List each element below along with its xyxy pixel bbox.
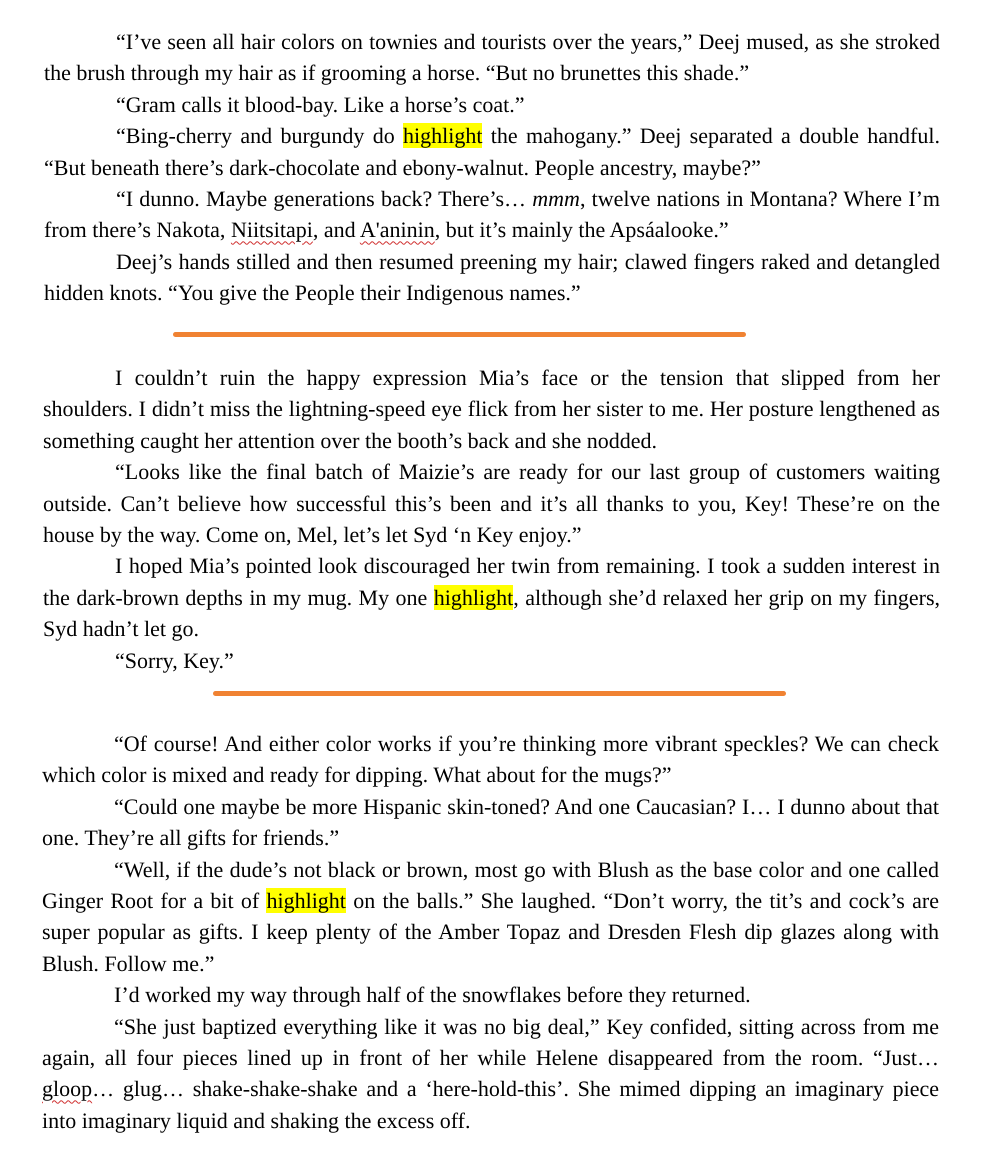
paragraph: [42, 979, 939, 1010]
paragraph: [42, 791, 939, 854]
text-run: “Looks like the final batch of Maizie’s are ready for our last group of customers waiting outside. Can’t believe how successful this’s been and it’s all thanks to you, Key! These’re on the house by the way. Come on, Mel, let’s let Syd ‘n Key enjoy.”: [43, 459, 940, 548]
paragraph: [43, 645, 940, 676]
text-run: “Could one maybe be more Hispanic skin-toned? And one Caucasian? I… I dunno about that one. They’re all gifts for friends.”: [42, 793, 939, 851]
text-run: , although she’d relaxed her grip on my fingers, Syd hadn’t let go.: [43, 584, 941, 642]
paragraph: [42, 854, 939, 980]
text-run: , but it’s mainly the Apsáalooke.”: [434, 217, 729, 243]
highlighted-word: highlight: [403, 123, 483, 149]
text-run: , and: [312, 217, 360, 243]
text-run: on the balls.” She laughed. “Don’t worry, the tit’s and cock’s are super popular as gifts. I keep plenty of the Amber Topaz and Dresden Flesh dip glazes along with Blush. Follow me.”: [42, 888, 939, 976]
section-divider: [173, 332, 746, 337]
highlighted-word: highlight: [266, 888, 346, 914]
section-divider: [213, 691, 786, 696]
paragraph: [44, 246, 940, 309]
paragraph: [44, 120, 940, 183]
text-run: … glug… shake-shake-shake and a ‘here-hold-this’. She mimed dipping an imaginary piece into imaginary liquid and shaking the excess off.: [42, 1076, 939, 1133]
paragraph: [44, 183, 940, 246]
text-run: “Gram calls it blood-bay. Like a horse’s coat.”: [116, 91, 525, 117]
paragraph: [44, 26, 940, 89]
paragraph: [43, 456, 940, 550]
paragraph: [43, 362, 940, 456]
text-run: “Of course! And either color works if you’re thinking more vibrant speckles? We can check which color is mixed and ready for dipping. What about for the mugs?”: [42, 731, 939, 788]
text-section-3: [42, 728, 939, 1136]
text-run: the mahogany.” Deej separated a double handful. “But beneath there’s dark-chocolate and ebony-walnut. People ancestry, maybe?”: [44, 123, 940, 180]
text-run: I’d worked my way through half of the snowflakes before they returned.: [114, 982, 751, 1008]
spellcheck-flagged-word: gloop: [42, 1076, 93, 1102]
paragraph: [43, 550, 940, 644]
paragraph: [42, 1011, 939, 1137]
text-run: “Bing-cherry and burgundy do: [116, 123, 404, 149]
text-run: “Sorry, Key.”: [115, 647, 234, 673]
paragraph: [44, 89, 940, 120]
text-run: , twelve nations in Montana? Where I’m from there’s Nakota,: [44, 186, 941, 243]
spellcheck-flagged-word: A'aninin: [359, 217, 435, 243]
text-run: “Well, if the dude’s not black or brown, most go with Blush as the base color and one called Ginger Root for a bit of: [42, 856, 939, 914]
text-run: “I dunno. Maybe generations back? There’s…: [116, 186, 533, 212]
text-run: Deej’s hands stilled and then resumed preening my hair; clawed fingers raked and detangled hidden knots. “You give the People their Indigenous names.”: [44, 248, 940, 306]
italic-word: mmm: [532, 186, 580, 212]
paragraph: [42, 728, 939, 791]
text-run: “I’ve seen all hair colors on townies and tourists over the years,” Deej mused, as she stroked the brush through my hair as if grooming a horse. “But no brunettes this shade.”: [44, 29, 940, 86]
text-run: I hoped Mia’s pointed look discouraged her twin from remaining. I took a sudden interest in the dark-brown depths in my mug. My one: [43, 553, 940, 610]
highlighted-word: highlight: [433, 584, 514, 610]
spellcheck-flagged-word: Niitsitapi: [230, 217, 313, 243]
text-run: “She just baptized everything like it was no big deal,” Key confided, sitting across from me again, all four pieces lined up in front of her while Helene disappeared from the room. “Just…: [42, 1013, 939, 1071]
text-section-1: [44, 26, 940, 309]
text-section-2: [43, 362, 940, 676]
text-run: I couldn’t ruin the happy expression Mia’s face or the tension that slipped from her shoulders. I didn’t miss the lightning-speed eye flick from her sister to me. Her posture lengthened as something caught her attention over the booth’s back and she nodded.: [43, 365, 940, 453]
